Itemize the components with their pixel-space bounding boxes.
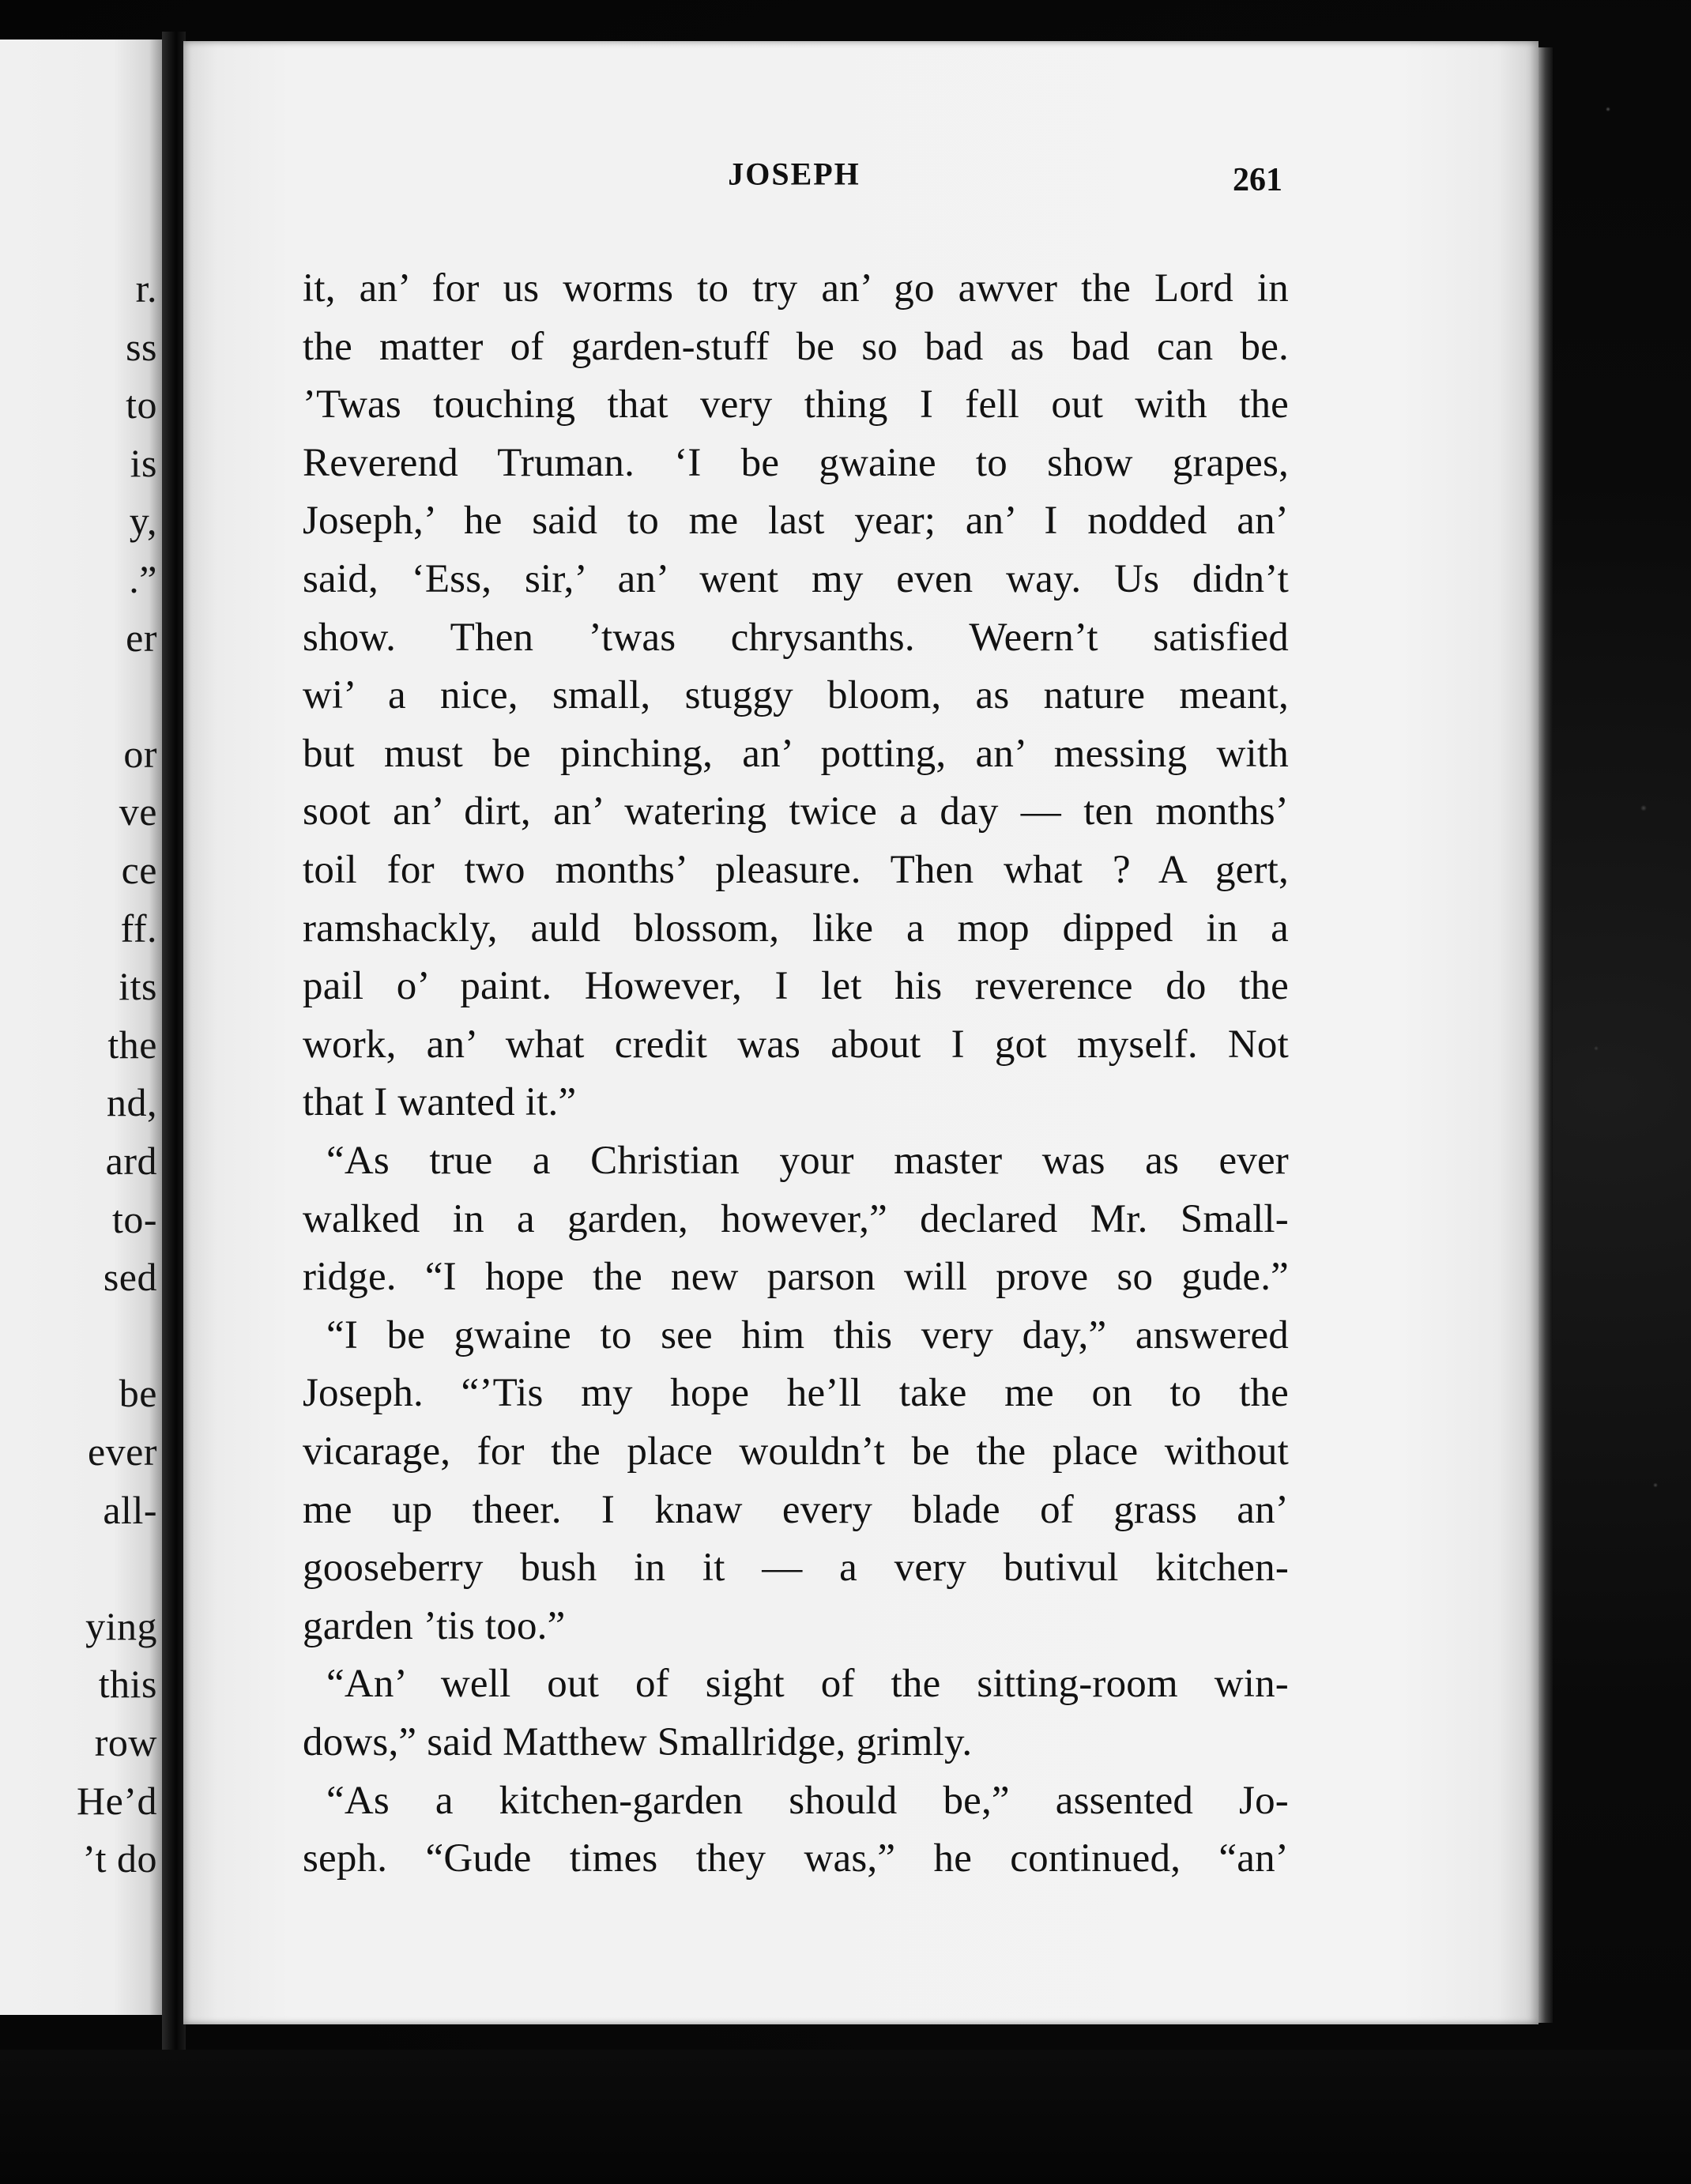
scan-noise bbox=[1572, 0, 1691, 2184]
previous-page-fragment: He’d bbox=[77, 1778, 157, 1823]
previous-page-fragment: the bbox=[107, 1022, 157, 1067]
page-edge bbox=[1538, 47, 1553, 2023]
text-line: that I wanted it.” bbox=[303, 1080, 577, 1125]
previous-page bbox=[0, 40, 162, 2015]
text-line: soot an’ dirt, an’ watering twice a day — ten months’ bbox=[303, 789, 1289, 834]
previous-page-fragment: is bbox=[130, 440, 157, 485]
text-line: wi’ a nice, small, stuggy bloom, as nature meant, bbox=[303, 673, 1289, 718]
previous-page-fragment: this bbox=[98, 1662, 157, 1707]
text-line: ’Twas touching that very thing I fell out with the bbox=[303, 382, 1289, 427]
previous-page-fragment: ce bbox=[121, 848, 157, 892]
previous-page-fragment: ss bbox=[126, 324, 157, 369]
scan-bottom-border bbox=[0, 2050, 1691, 2184]
previous-page-fragment: er bbox=[126, 615, 157, 660]
text-line: ridge. “I hope the new parson will prove so gude.” bbox=[303, 1255, 1289, 1300]
text-line: “As a kitchen-garden should be,” assented Jo- bbox=[326, 1778, 1289, 1823]
text-line: Joseph. “’Tis my hope he’ll take me on to the bbox=[303, 1371, 1289, 1416]
previous-page-fragment: y, bbox=[129, 499, 157, 544]
text-line: Reverend Truman. ‘I be gwaine to show grapes, bbox=[303, 440, 1289, 485]
previous-page-fragment: ard bbox=[105, 1139, 157, 1183]
text-line: Joseph,’ he said to me last year; an’ I nodded an’ bbox=[303, 499, 1289, 544]
previous-page-fragment: r. bbox=[135, 266, 157, 311]
text-line: but must be pinching, an’ potting, an’ messing with bbox=[303, 731, 1289, 776]
previous-page-fragment: .” bbox=[129, 557, 157, 601]
previous-page-fragment: to- bbox=[111, 1196, 157, 1241]
previous-page-fragment: row bbox=[94, 1720, 157, 1764]
previous-page-fragment: to bbox=[126, 382, 157, 427]
previous-page-fragment: ’t do bbox=[82, 1836, 157, 1881]
text-line: “An’ well out of sight of the sitting-room win- bbox=[326, 1662, 1289, 1707]
text-line: walked in a garden, however,” declared Mr. Small- bbox=[303, 1196, 1289, 1241]
text-line: it, an’ for us worms to try an’ go awver the Lord in bbox=[303, 266, 1289, 311]
text-line: seph. “Gude times they was,” he continued, “an’ bbox=[303, 1836, 1289, 1881]
text-line: vicarage, for the place wouldn’t be the place without bbox=[303, 1429, 1289, 1474]
text-line: garden ’tis too.” bbox=[303, 1603, 566, 1648]
book-gutter bbox=[162, 32, 186, 2054]
previous-page-fragment: or bbox=[123, 731, 157, 776]
text-line: dows,” said Matthew Smallridge, grimly. bbox=[303, 1720, 973, 1764]
previous-page-fragment: ff. bbox=[120, 906, 157, 951]
text-line: ramshackly, auld blossom, like a mop dipped in a bbox=[303, 906, 1289, 951]
previous-page-fragment: all- bbox=[103, 1487, 157, 1532]
text-line: gooseberry bush in it — a very butivul kitchen- bbox=[303, 1546, 1289, 1591]
text-line: me up theer. I knaw every blade of grass an’ bbox=[303, 1487, 1289, 1532]
previous-page-fragment: its bbox=[119, 964, 157, 1009]
text-line: show. Then ’twas chrysanths. Weern’t satisfied bbox=[303, 615, 1289, 660]
text-line: work, an’ what credit was about I got myself. Not bbox=[303, 1022, 1289, 1067]
text-line: the matter of garden-stuff be so bad as bad can be. bbox=[303, 324, 1289, 369]
previous-page-fragment: ve bbox=[119, 789, 157, 834]
text-line: “I be gwaine to see him this very day,” answered bbox=[326, 1312, 1289, 1357]
previous-page-fragment: ever bbox=[87, 1429, 157, 1474]
page-number: 261 bbox=[1233, 162, 1282, 198]
running-head: JOSEPH bbox=[728, 156, 861, 192]
previous-page-fragment: ying bbox=[85, 1603, 157, 1648]
previous-page-fragment: nd, bbox=[107, 1080, 157, 1125]
text-line: toil for two months’ pleasure. Then what ? A gert, bbox=[303, 848, 1289, 892]
text-line: “As true a Christian your master was as ever bbox=[326, 1139, 1289, 1183]
text-line: said, ‘Ess, sir,’ an’ went my even way. Us didn’t bbox=[303, 557, 1289, 601]
text-line: pail o’ paint. However, I let his reverence do the bbox=[303, 964, 1289, 1009]
previous-page-fragment: sed bbox=[103, 1255, 157, 1300]
previous-page-fragment: be bbox=[119, 1371, 157, 1416]
